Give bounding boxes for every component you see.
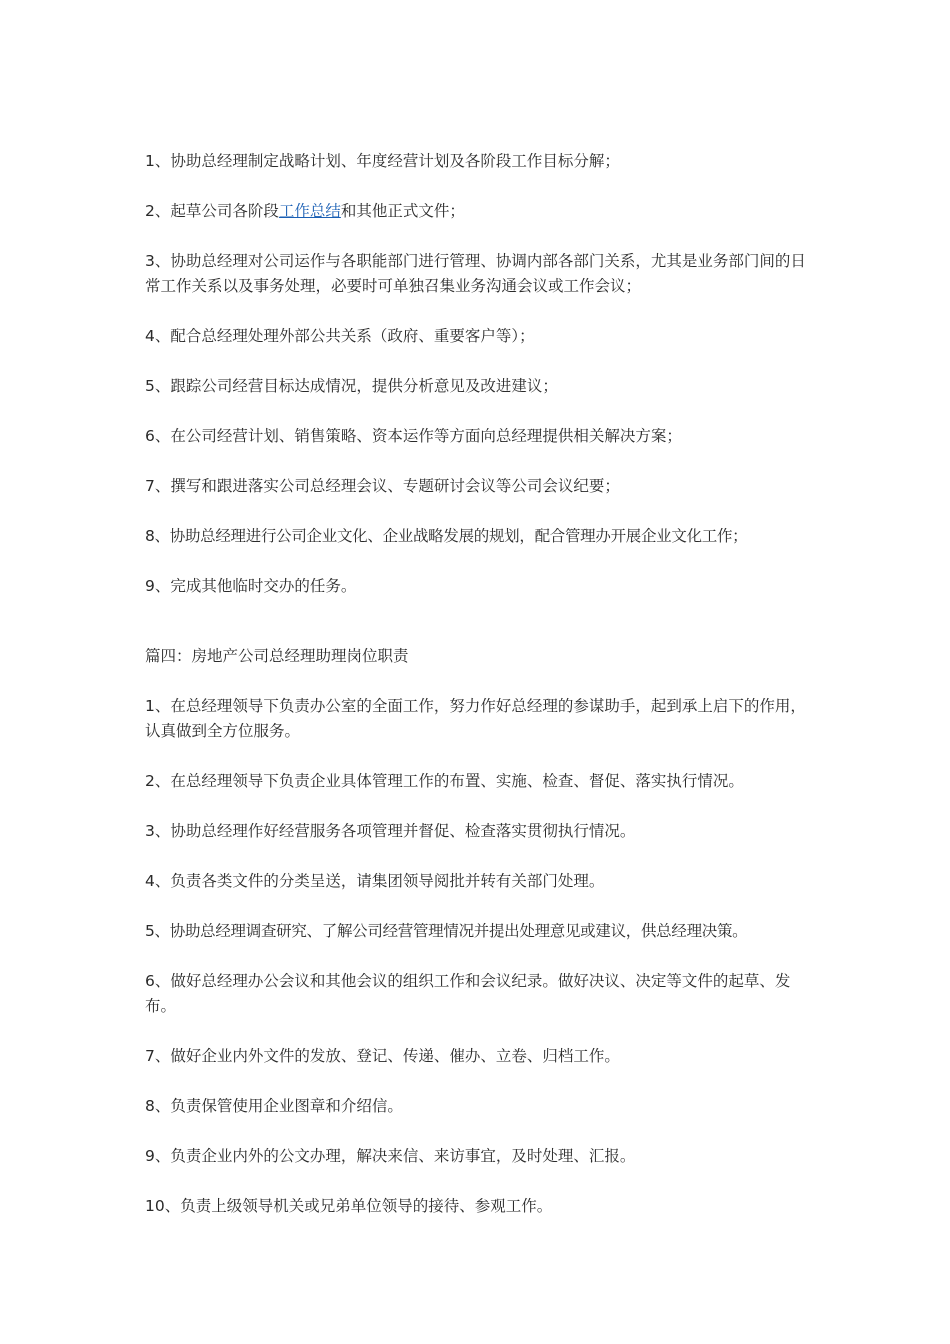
list-item: 2、在总经理领导下负责企业具体管理工作的布置、实施、检查、督促、落实执行情况。 xyxy=(145,772,744,790)
list-item: 3、协助总经理对公司运作与各职能部门进行管理、协调内部各部门关系，尤其是业务部门间的日常工作关系以及事务处理，必要时可单独召集业务沟通会议或工作会议； xyxy=(145,252,806,295)
list-item: 1、在总经理领导下负责办公室的全面工作，努力作好总经理的参谋助手，起到承上启下的作用，认真做到全方位服务。 xyxy=(145,697,806,740)
list-item: 5、跟踪公司经营目标达成情况，提供分析意见及改进建议； xyxy=(145,377,558,395)
list-item: 1、协助总经理制定战略计划、年度经营计划及各阶段工作目标分解； xyxy=(145,152,620,170)
list-item: 6、做好总经理办公会议和其他会议的组织工作和会议纪录。做好决议、决定等文件的起草、发布。 xyxy=(145,972,791,1015)
document-page xyxy=(145,149,820,1244)
list-item: 5、协助总经理调查研究、了解公司经营管理情况并提出处理意见或建议，供总经理决策。 xyxy=(145,922,748,940)
list-item: 3、协助总经理作好经营服务各项管理并督促、检查落实贯彻执行情况。 xyxy=(145,822,636,840)
list-item: 8、协助总经理进行公司企业文化、企业战略发展的规划，配合管理办开展企业文化工作； xyxy=(145,527,748,545)
work-summary-link[interactable]: 工作总结 xyxy=(278,202,341,220)
list-item: 8、负责保管使用企业图章和介绍信。 xyxy=(145,1097,403,1115)
list-item-text: 和其他正式文件； xyxy=(340,202,465,220)
list-item: 9、负责企业内外的公文办理，解决来信、来访事宜，及时处理、汇报。 xyxy=(145,1147,636,1165)
list-item-text: 2、起草公司各阶段 xyxy=(145,202,279,220)
list-item: 6、在公司经营计划、销售策略、资本运作等方面向总经理提供相关解决方案； xyxy=(145,427,682,445)
list-item xyxy=(145,199,820,224)
list-item: 7、撰写和跟进落实公司总经理会议、专题研讨会议等公司会议纪要； xyxy=(145,477,620,495)
list-item: 4、配合总经理处理外部公共关系（政府、重要客户等）； xyxy=(145,327,535,345)
list-item: 4、负责各类文件的分类呈送，请集团领导阅批并转有关部门处理。 xyxy=(145,872,605,890)
list-item: 9、完成其他临时交办的任务。 xyxy=(145,577,357,595)
section-title: 篇四：房地产公司总经理助理岗位职责 xyxy=(145,647,409,665)
list-item: 7、做好企业内外文件的发放、登记、传递、催办、立卷、归档工作。 xyxy=(145,1047,620,1065)
list-item: 10、负责上级领导机关或兄弟单位领导的接待、参观工作。 xyxy=(145,1197,553,1215)
